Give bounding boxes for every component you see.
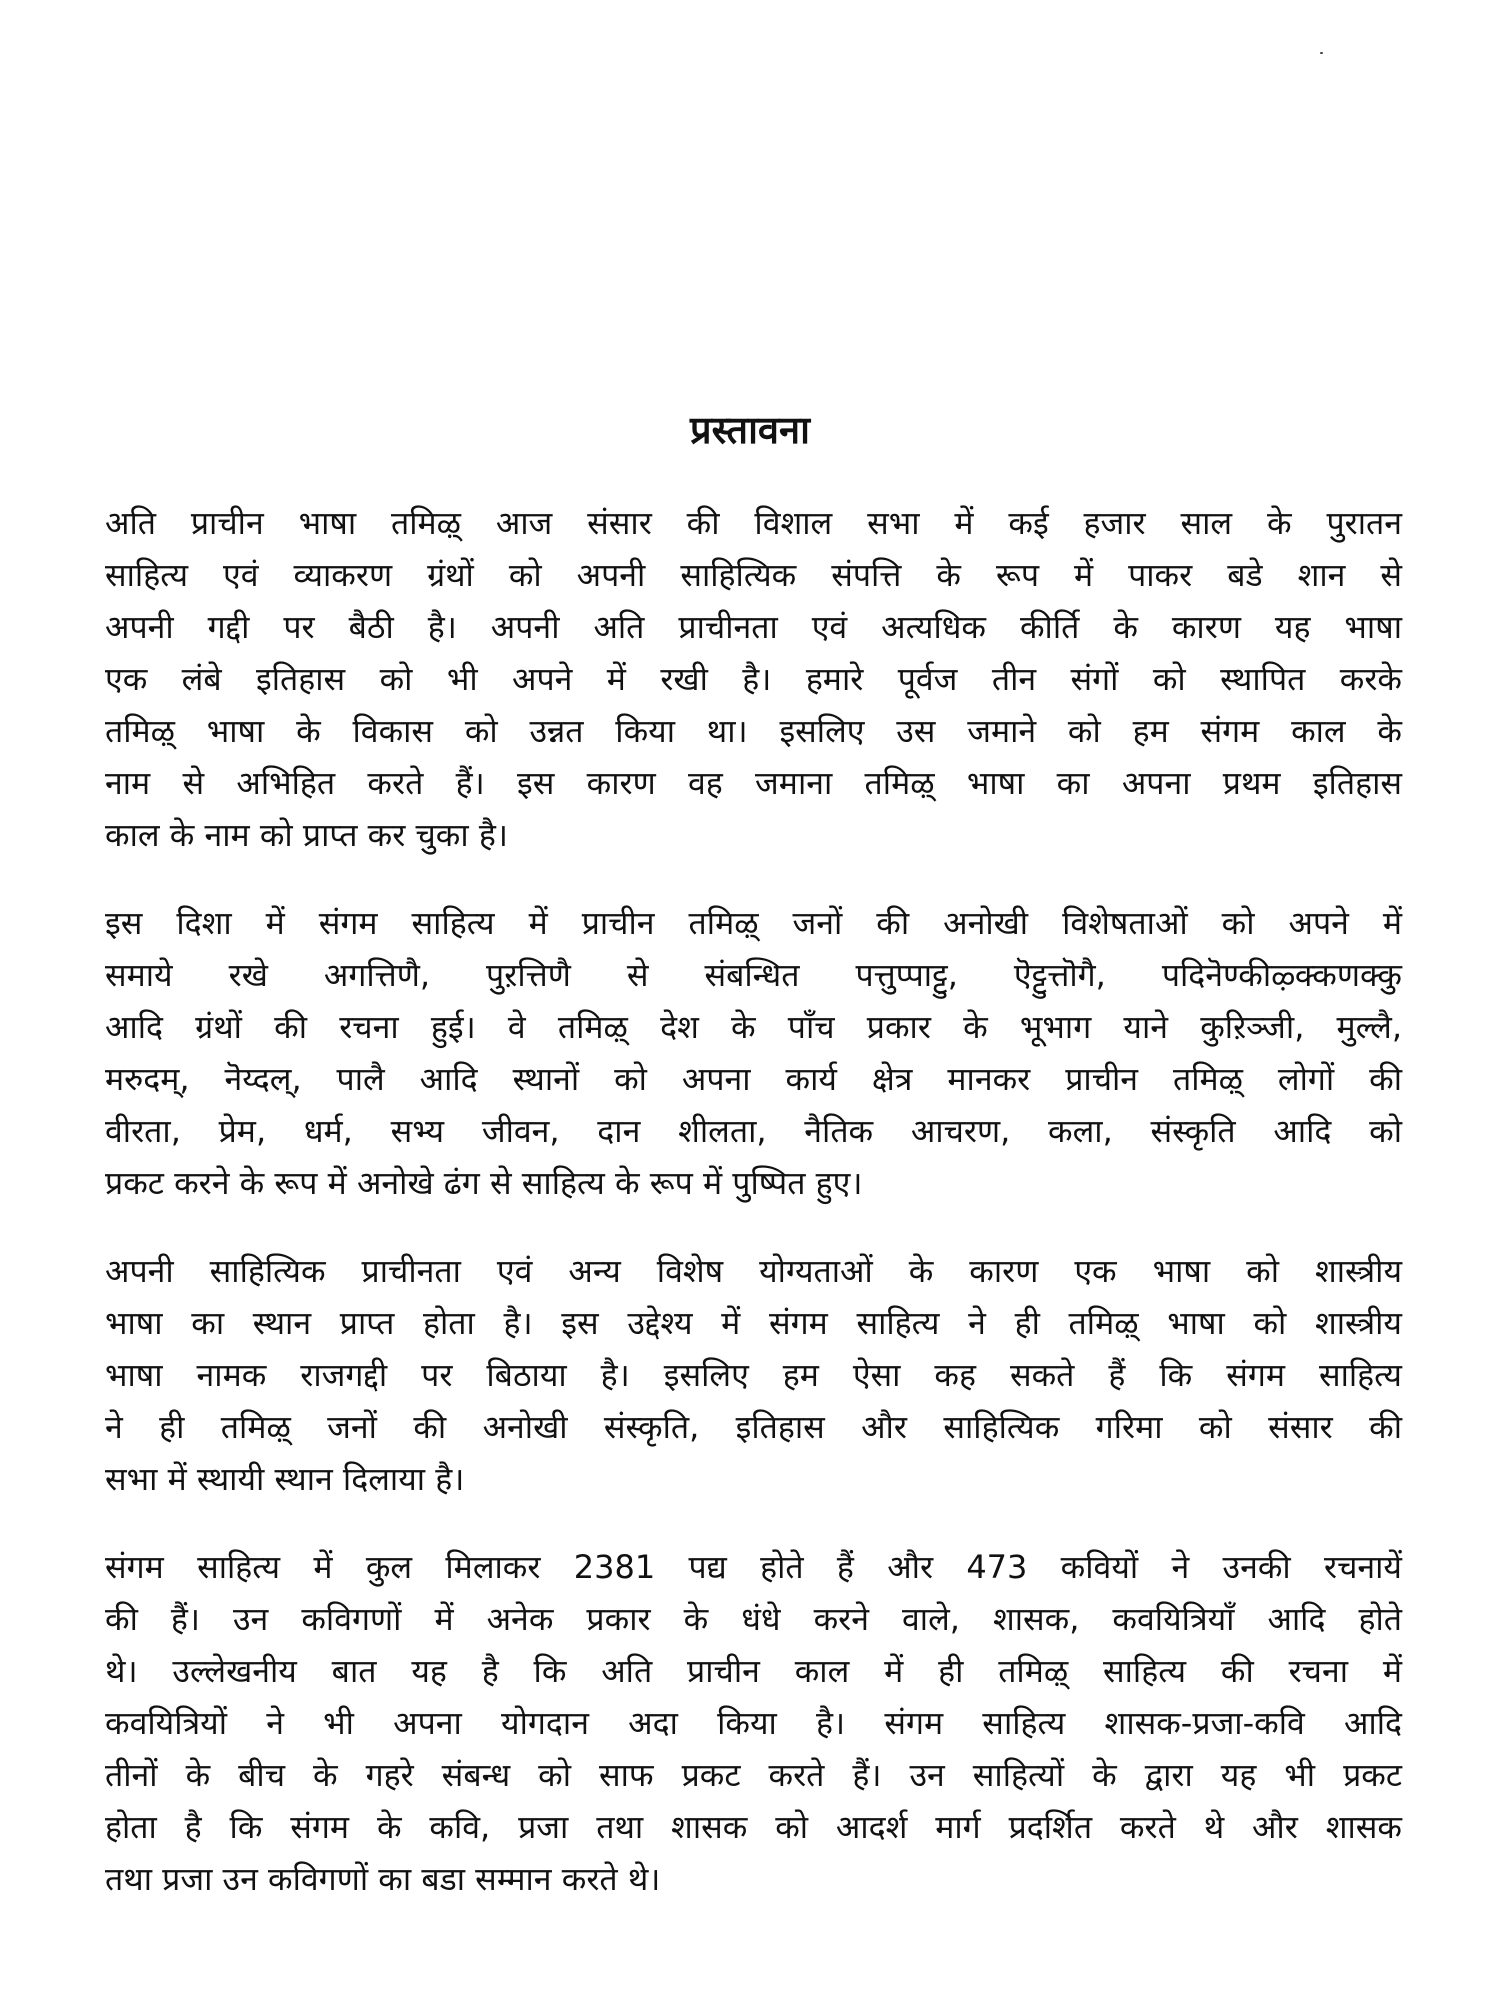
text-line: भाषा नामक राजगद्दी पर बिठाया है। इसलिए हम ऐसा कह सकते हैं कि संगम साहित्य (105, 1356, 1402, 1394)
text-line: थे। उल्लेखनीय बात यह है कि अति प्राचीन काल में ही तमिऴ् साहित्य की रचना में (105, 1652, 1402, 1690)
text-line: सभा में स्थायी स्थान दिलाया है। (105, 1460, 465, 1498)
paragraph-3 (105, 1245, 1402, 1505)
text-line: नाम से अभिहित करते हैं। इस कारण वह जमाना तमिऴ् भाषा का अपना प्रथम इतिहास (105, 764, 1402, 802)
page-title: प्रस्तावना (690, 408, 810, 452)
text-line: समाये रखे अगत्तिणै, पुऱत्तिणै से संबन्धित पत्तुप्पाट्टु, ऎट्टुत्तॊगै, पदिनॆण्कीऴ्क्कणक्कु (105, 956, 1402, 994)
text-line: साहित्य एवं व्याकरण ग्रंथों को अपनी साहित्यिक संपत्ति के रूप में पाकर बडे शान से (105, 556, 1402, 594)
text-line: आदि ग्रंथों की रचना हुई। वे तमिऴ् देश के पाँच प्रकार के भूभाग याने कुऱिञ्जी, मुल्लै, (105, 1008, 1402, 1046)
text-line: तथा प्रजा उन कविगणों का बडा सम्मान करते थे। (105, 1860, 661, 1898)
text-line: एक लंबे इतिहास को भी अपने में रखी है। हमारे पूर्वज तीन संगों को स्थापित करके (105, 660, 1402, 698)
text-line: अति प्राचीन भाषा तमिऴ् आज संसार की विशाल सभा में कई हजार साल के पुरातन (105, 504, 1402, 542)
scan-speck (1320, 52, 1323, 54)
text-line: ने ही तमिऴ् जनों की अनोखी संस्कृति, इतिहास और साहित्यिक गरिमा को संसार की (105, 1408, 1402, 1446)
text-line: तीनों के बीच के गहरे संबन्ध को साफ प्रकट करते हैं। उन साहित्यों के द्वारा यह भी प्रकट (105, 1756, 1402, 1794)
text-line: प्रकट करने के रूप में अनोखे ढंग से साहित्य के रूप में पुष्पित हुए। (105, 1164, 863, 1202)
text-line: काल के नाम को प्राप्त कर चुका है। (105, 816, 508, 854)
paragraph-2 (105, 897, 1402, 1209)
text-line: अपनी गद्दी पर बैठी है। अपनी अति प्राचीनता एवं अत्यधिक कीर्ति के कारण यह भाषा (105, 608, 1402, 646)
text-line: संगम साहित्य में कुल मिलाकर 2381 पद्य होते हैं और 473 कवियों ने उनकी रचनायें (105, 1548, 1402, 1586)
text-line: तमिऴ् भाषा के विकास को उन्नत किया था। इसलिए उस जमाने को हम संगम काल के (105, 712, 1402, 750)
paragraph-1 (105, 497, 1402, 861)
text-line: इस दिशा में संगम साहित्य में प्राचीन तमिऴ् जनों की अनोखी विशेषताओं को अपने में (105, 904, 1402, 942)
text-line: भाषा का स्थान प्राप्त होता है। इस उद्देश्य में संगम साहित्य ने ही तमिऴ् भाषा को शास्त्रीय (105, 1304, 1402, 1342)
paragraph-4 (105, 1541, 1402, 1905)
text-line: कवयित्रियों ने भी अपना योगदान अदा किया है। संगम साहित्य शासक-प्रजा-कवि आदि (105, 1704, 1402, 1742)
text-line: वीरता, प्रेम, धर्म, सभ्य जीवन, दान शीलता, नैतिक आचरण, कला, संस्कृति आदि को (105, 1112, 1402, 1150)
text-line: अपनी साहित्यिक प्राचीनता एवं अन्य विशेष योग्यताओं के कारण एक भाषा को शास्त्रीय (105, 1252, 1402, 1290)
text-line: होता है कि संगम के कवि, प्रजा तथा शासक को आदर्श मार्ग प्रदर्शित करते थे और शासक (105, 1808, 1402, 1846)
text-line: की हैं। उन कविगणों में अनेक प्रकार के धंधे करने वाले, शासक, कवयित्रियाँ आदि होते (105, 1600, 1402, 1638)
body-text (105, 497, 1402, 1941)
text-line: मरुदम्, नॆय्दल्, पालै आदि स्थानों को अपना कार्य क्षेत्र मानकर प्राचीन तमिऴ् लोगों की (105, 1060, 1402, 1098)
